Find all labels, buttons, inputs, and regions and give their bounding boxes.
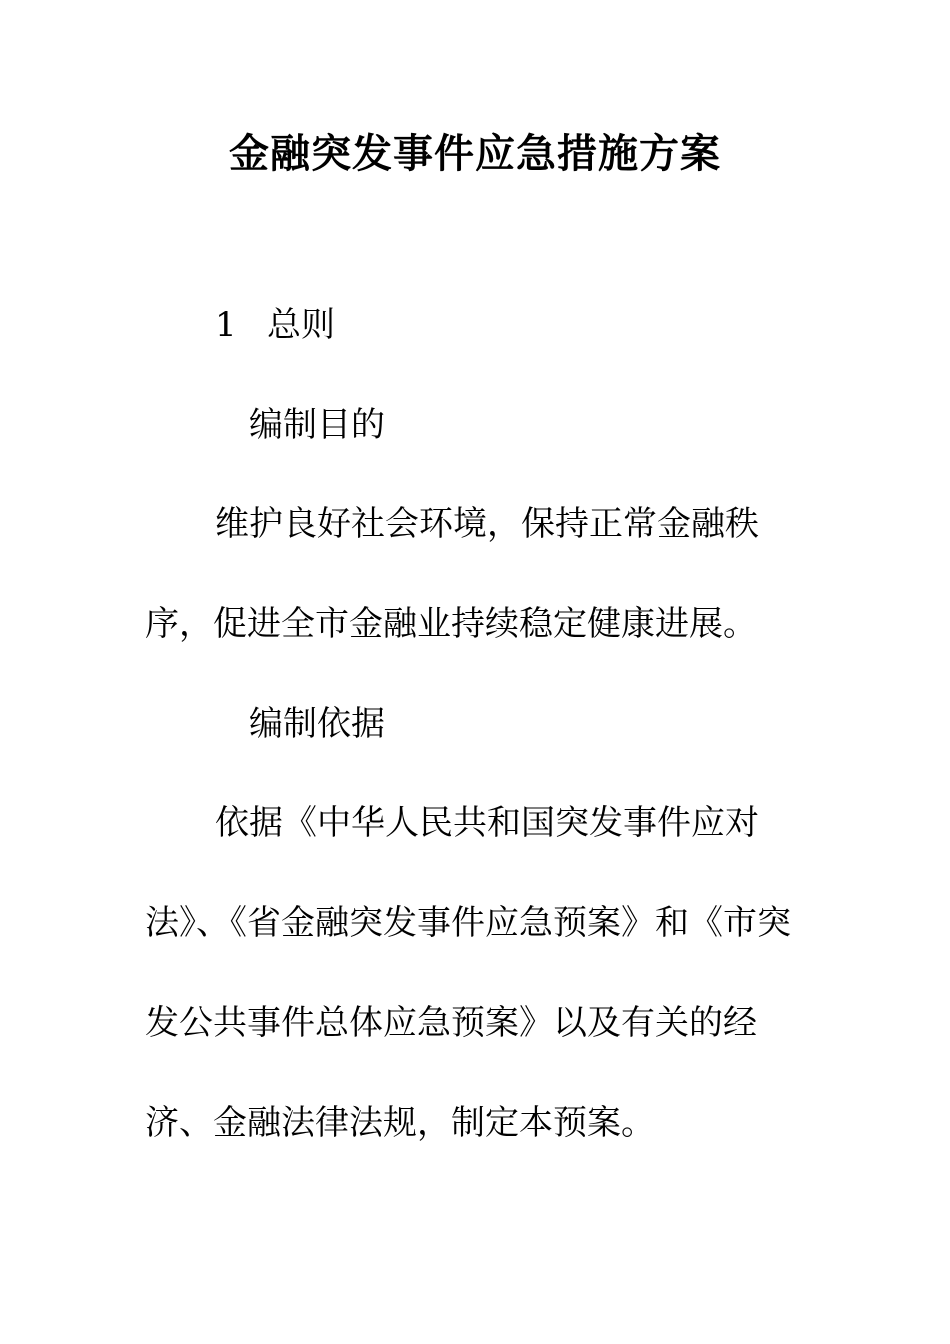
subsection-heading-basis: 编制依据 xyxy=(249,704,385,744)
section-number: 1 xyxy=(215,305,237,345)
paragraph-purpose: 维护良好社会环境，保持正常金融秩序，促进全市金融业持续稳定健康进展。 xyxy=(145,504,759,644)
section-heading: 总则 xyxy=(267,305,335,345)
paragraph-basis: 依据《中华人民共和国突发事件应对法》、《省金融突发事件应急预案》和《市突发公共事件总体应急预案》以及有关的经济、金融法律法规，制定本预案。 xyxy=(145,803,791,1143)
document-title: 金融突发事件应急措施方案 xyxy=(229,130,721,177)
subsection-heading-purpose: 编制目的 xyxy=(249,405,385,445)
